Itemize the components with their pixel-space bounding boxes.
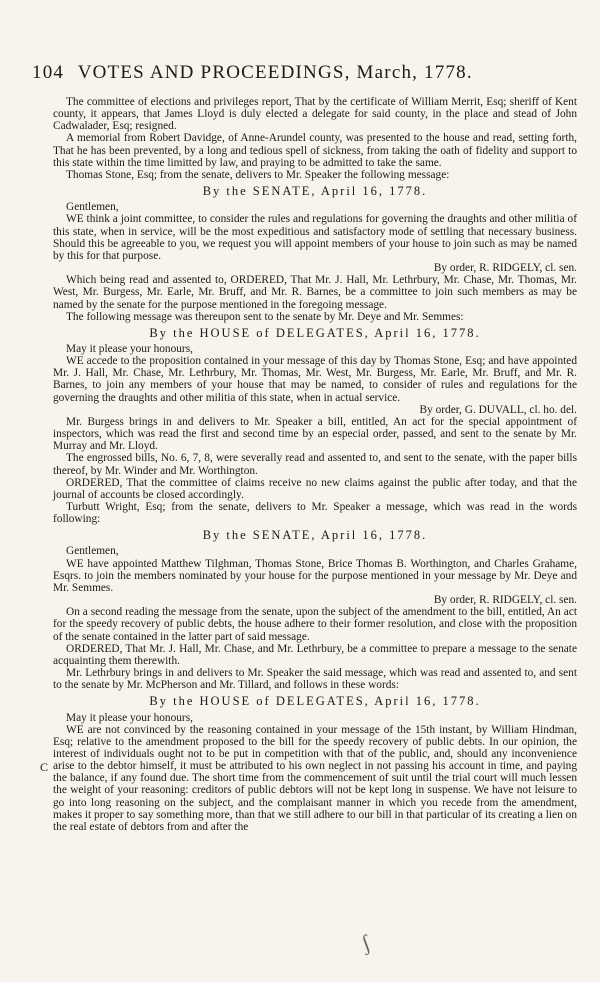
section-heading: By the HOUSE of DELEGATES, April 16, 1778. <box>149 325 481 340</box>
signature-line: By order, R. RIDGELY, cl. sen. <box>433 594 577 607</box>
paragraph: ORDERED, That the committee of claims receive no new claims against the public after today, and that the journal of accounts be closed accordingly. <box>53 476 577 501</box>
paragraph: A memorial from Robert Davidge, of Anne-Arundel county, was presented to the house and read, setting forth, That he has been prevented, by a long and tedious spell of sickness, from taking the oath of fidelity and support to this state within the time limitted by law, and praying to be admitted to take the same. <box>53 132 577 169</box>
salutation: Gentlemen, <box>66 201 119 214</box>
section-heading: By the SENATE, April 16, 1778. <box>202 528 428 543</box>
paragraph: Mr. Lethrbury brings in and delivers to Mr. Speaker the said message, which was read and assented to, and sent to the senate by Mr. McPherson and Mr. Tillard, and follows in these words: <box>53 667 577 692</box>
page-header <box>32 62 580 84</box>
paragraph: ORDERED, That Mr. J. Hall, Mr. Chase, and Mr. Lethrbury, be a committee to prepare a message to the senate acquainting them therewith. <box>53 642 577 667</box>
margin-mark: C <box>40 760 49 774</box>
paragraph: WE have appointed Matthew Tilghman, Thomas Stone, Brice Thomas B. Worthington, and Charles Grahame, Esqrs. to join the members nominated by your house for the purpose mentioned in your message by Mr. Deye and Mr. Semmes. <box>53 557 577 594</box>
paragraph: Which being read and assented to, ORDERED, That Mr. J. Hall, Mr. Lethrbury, Mr. Chase, Mr. Thomas, Mr. West, Mr. Burgess, Mr. Earle, Mr. Bruff, and Mr. R. Barnes, be a committee to join such members as may be named by the senate for the purpose mentioned in the foregoing message. <box>53 274 577 311</box>
salutation: May it please your honours, <box>66 711 193 724</box>
paragraph: Thomas Stone, Esq; from the senate, delivers to Mr. Speaker the following message: <box>66 168 450 181</box>
section-heading: By the SENATE, April 16, 1778. <box>202 184 428 199</box>
paragraph: The following message was thereupon sent to the senate by Mr. Deye and Mr. Semmes: <box>66 310 464 323</box>
document-body <box>53 96 577 833</box>
page-number: 104 <box>32 62 65 83</box>
paragraph: Turbutt Wright, Esq; from the senate, delivers to Mr. Speaker a message, which was read in the words following: <box>53 501 577 526</box>
paragraph: WE are not convinced by the reasoning contained in your message of the 15th instant, by William Hindman, Esq; relative to the amendment proposed to the bill for the speedy recovery of public debts. In our opinion, the interest of individuals ought not to be put in competition with that of the public, and, should any inconvenience arise to the debtor himself, it must be attributed to his own neglect in not passing his account in time, and paying the balance, if any found due. The short time from the commencement of suit until the trial court will much lessen the weight of your reasoning: creditors of public debtors will not be kept long in suspense. We have not leisure to go into long reasoning on the subject, and the complaisant manner in which you recede from the amendment, makes it proper to say something more, than that we still adhere to our bill in that particular of its creating a lien on the real estate of debtors from and after the <box>53 723 577 833</box>
signature-line: By order, R. RIDGELY, cl. sen. <box>433 262 577 275</box>
stray-mark: ʃ <box>357 929 374 956</box>
running-title: VOTES AND PROCEEDINGS, March, 1778. <box>77 62 473 83</box>
salutation: Gentlemen, <box>66 545 119 558</box>
salutation: May it please your honours, <box>66 342 193 355</box>
paragraph: WE accede to the proposition contained in your message of this day by Thomas Stone, Esq; and have appointed Mr. J. Hall, Mr. Chase, Mr. Lethrbury, Mr. Thomas, Mr. West, Mr. Burgess, Mr. Earle, Mr. Bruff, and Mr. R. Barnes, to join any members of your house that may be named, to consider of rules and regulations for the governing the draughts and other militia of this state, when in actual service. <box>53 355 577 404</box>
signature-line: By order, G. DUVALL, cl. ho. del. <box>419 403 577 416</box>
paragraph: Mr. Burgess brings in and delivers to Mr. Speaker a bill, entitled, An act for the special appointment of inspectors, which was read the first and second time by an especial order, passed, and sent to the senate by Mr. Murray and Mr. Lloyd. <box>53 415 577 453</box>
paragraph: WE think a joint committee, to consider the rules and regulations for governing the draughts and other militia of this state, when in service, will be the most expeditious and satisfactory mode of settling that necessary business. Should this be agreeable to you, we request you will appoint members of your house to join such as may be named by this for that purpose. <box>53 213 577 262</box>
section-heading: By the HOUSE of DELEGATES, April 16, 1778. <box>149 694 481 709</box>
paragraph: On a second reading the message from the senate, upon the subject of the amendment to the bill, entitled, An act for the speedy recovery of public debts, the house adhere to their former resolution, and close with the proposition of the senate contained in the latter part of said message. <box>53 606 577 643</box>
paragraph: The committee of elections and privileges report, That by the certificate of William Merrit, Esq; sheriff of Kent county, it appears, that James Lloyd is duly elected a delegate for said county, in the place and stead of John Cadwalader, Esq; resigned. <box>53 96 577 133</box>
paragraph: The engrossed bills, No. 6, 7, 8, were severally read and assented to, and sent to the senate, with the paper bills thereof, by Mr. Winder and Mr. Worthington. <box>53 452 577 477</box>
